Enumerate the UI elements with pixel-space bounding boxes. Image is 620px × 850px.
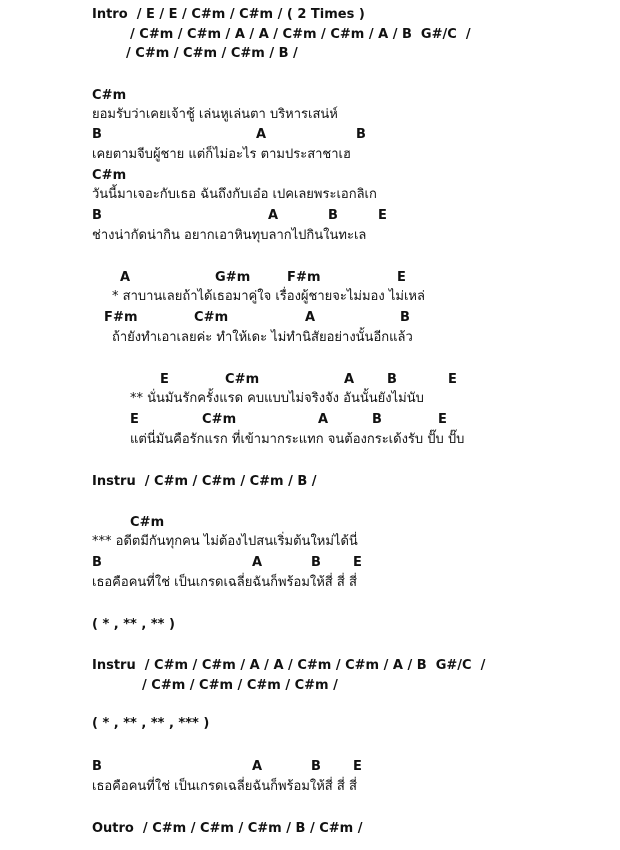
verse1-chord-line-2	[0, 127, 620, 143]
chorus2-lyric-line-1: ** นั่นมันรักครั้งแรด คบแบบไม่จริงจัง อันนั้นยังไม่นับ	[130, 391, 424, 406]
chord: E	[378, 208, 387, 223]
chord: B	[387, 372, 398, 387]
bridge-lyric-line-1: *** อดีตมีกันทุกคน ไม่ต้องไปสนเริ่มต้นใหม่ได้นี่	[92, 534, 358, 549]
chord: C#m	[202, 412, 237, 427]
chord: A	[252, 759, 263, 774]
intro-line-3: / C#m / C#m / C#m / B /	[126, 46, 298, 61]
verse1-lyric-line-3: วันนี้มาเจอะกับเธอ ฉันถึงกับเอ๋อ เปคเลยพระเอกลิเก	[92, 187, 377, 202]
chord: E	[448, 372, 457, 387]
bridge-chord-line-1: C#m	[130, 515, 165, 530]
verse1-chord-line-3: C#m	[92, 168, 127, 183]
chorus2-chord-line-2	[0, 412, 620, 428]
chord: E	[353, 759, 362, 774]
chorus1-chord-line-2	[0, 310, 620, 326]
chord: B	[92, 208, 103, 223]
chorus1-lyric-line-1: * สาบานเลยถ้าได้เธอมาคู่ใจ เรื่องผู้ชายจะไม่มอง ไม่เหล่	[112, 289, 425, 304]
instru2-line-1: Instru / C#m / C#m / A / A / C#m / C#m / A / B G#/C /	[92, 658, 486, 673]
repeat-marker-2: ( * , ** , ** , *** )	[92, 716, 210, 731]
chorus1-chord-line-1	[0, 270, 620, 286]
chord: B	[372, 412, 383, 427]
chord: A	[305, 310, 316, 325]
chord: C#m	[194, 310, 229, 325]
chord: E	[353, 555, 362, 570]
verse1-chord-line-1: C#m	[92, 88, 127, 103]
instru-line: Instru / C#m / C#m / C#m / B /	[92, 474, 317, 489]
verse1-lyric-line-2: เคยตามจีบผู้ชาย แต่ก็ไม่อะไร ตามประสาชาเฮ	[92, 147, 351, 162]
chord: E	[397, 270, 406, 285]
chord: C#m	[225, 372, 260, 387]
repeat-marker-1: ( * , ** , ** )	[92, 617, 175, 632]
intro-line-2: / C#m / C#m / A / A / C#m / C#m / A / B G#/C /	[130, 27, 471, 42]
chord: B	[328, 208, 339, 223]
chord: F#m	[104, 310, 138, 325]
verse1-lyric-line-1: ยอมรับว่าเคยเจ้าชู้ เล่นหูเล่นตา บริหารเสน่ห์	[92, 107, 338, 122]
bridge-lyric-line-2: เธอคือคนที่ใช่ เป็นเกรดเฉลี่ยฉันก็พร้อมให้สี่ สี่ สี่	[92, 575, 357, 590]
chorus2-lyric-line-2: แต่นี่มันคือรักแรก ที่เข้ามากระแทก จนต้องกระเด้งรับ ปั๊บ ปั๊บ	[130, 432, 465, 447]
chord: B	[311, 759, 322, 774]
chord: G#m	[215, 270, 251, 285]
instru2-line-2: / C#m / C#m / C#m / C#m /	[142, 678, 338, 693]
ending-lyric-line: เธอคือคนที่ใช่ เป็นเกรดเฉลี่ยฉันก็พร้อมให้สี่ สี่ สี่	[92, 779, 357, 794]
chorus2-chord-line-1	[0, 372, 620, 388]
chord: B	[400, 310, 411, 325]
chord: F#m	[287, 270, 321, 285]
outro-line: Outro / C#m / C#m / C#m / B / C#m /	[92, 821, 363, 836]
chorus1-lyric-line-2: ถ้ายังทำเอาเลยค่ะ ทำให้เดะ ไม่ทำนิสัยอย่างนั้นอีกแล้ว	[112, 330, 413, 345]
chord: E	[438, 412, 447, 427]
chord: B	[92, 555, 103, 570]
verse1-lyric-line-4: ช่างน่ากัดน่ากิน อยากเอาหินทุบลากไปกินในทะเล	[92, 228, 367, 243]
chord: A	[256, 127, 267, 142]
intro-line-1: Intro / E / E / C#m / C#m / ( 2 Times )	[92, 7, 365, 22]
chord: B	[311, 555, 322, 570]
verse1-chord-line-4	[0, 208, 620, 224]
chord: B	[92, 759, 103, 774]
chord: A	[318, 412, 329, 427]
chord: B	[356, 127, 367, 142]
chord: A	[120, 270, 131, 285]
chord: A	[252, 555, 263, 570]
ending-chord-line	[0, 759, 620, 775]
chord: E	[130, 412, 139, 427]
bridge-chord-line-2	[0, 555, 620, 571]
chord: A	[344, 372, 355, 387]
chord: B	[92, 127, 103, 142]
chord: A	[268, 208, 279, 223]
chord: E	[160, 372, 169, 387]
